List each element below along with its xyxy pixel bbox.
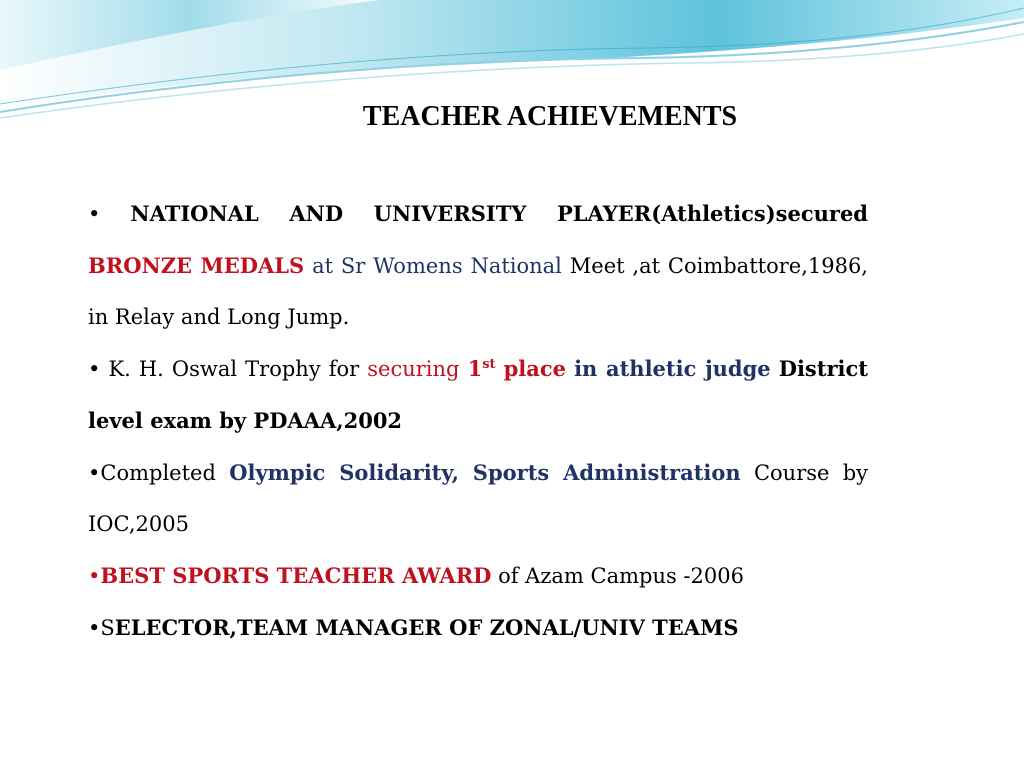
item-text: ELECTOR,TEAM MANAGER OF ZONAL/UNIV TEAMS <box>114 615 739 640</box>
item-text: Course by IOC,2005 <box>88 461 868 536</box>
item-text: Meet ,at Coimbattore,1986, in Relay and Long Jump. <box>88 254 868 329</box>
bullet-marker: • <box>88 461 101 485</box>
list-item <box>88 550 868 602</box>
item-text-red: 1st <box>467 356 496 381</box>
item-text-navy: Olympic Solidarity, Sports Administration <box>229 460 741 485</box>
bullet-marker: • <box>88 616 101 640</box>
ordinal-suffix: st <box>482 357 496 372</box>
slide-title: TEACHER ACHIEVEMENTS <box>362 101 738 132</box>
bullet-marker: • <box>88 564 101 588</box>
item-text-navy: in athletic judge <box>574 356 771 381</box>
bullet-marker: • <box>88 202 101 226</box>
item-text-red: BEST SPORTS TEACHER AWARD <box>100 563 492 588</box>
item-text-red: place <box>503 356 566 381</box>
achievements-list <box>88 188 868 654</box>
bullet-marker: • <box>88 357 101 381</box>
list-item <box>88 343 868 447</box>
item-text: Completed <box>100 461 216 485</box>
item-text-navy: at Sr Womens National <box>312 254 562 278</box>
item-text: of Azam Campus -2006 <box>498 564 744 588</box>
item-text-red: securing <box>367 357 460 381</box>
list-item <box>88 602 868 654</box>
item-text: NATIONAL AND UNIVERSITY PLAYER(Athletics)secured <box>130 201 868 226</box>
list-item <box>88 447 868 550</box>
item-text: S <box>100 616 115 640</box>
item-text-red: BRONZE MEDALS <box>88 253 305 278</box>
item-text: District level exam by PDAAA,2002 <box>88 356 868 433</box>
list-item <box>88 188 868 343</box>
item-text: K. H. Oswal Trophy for <box>108 357 360 381</box>
